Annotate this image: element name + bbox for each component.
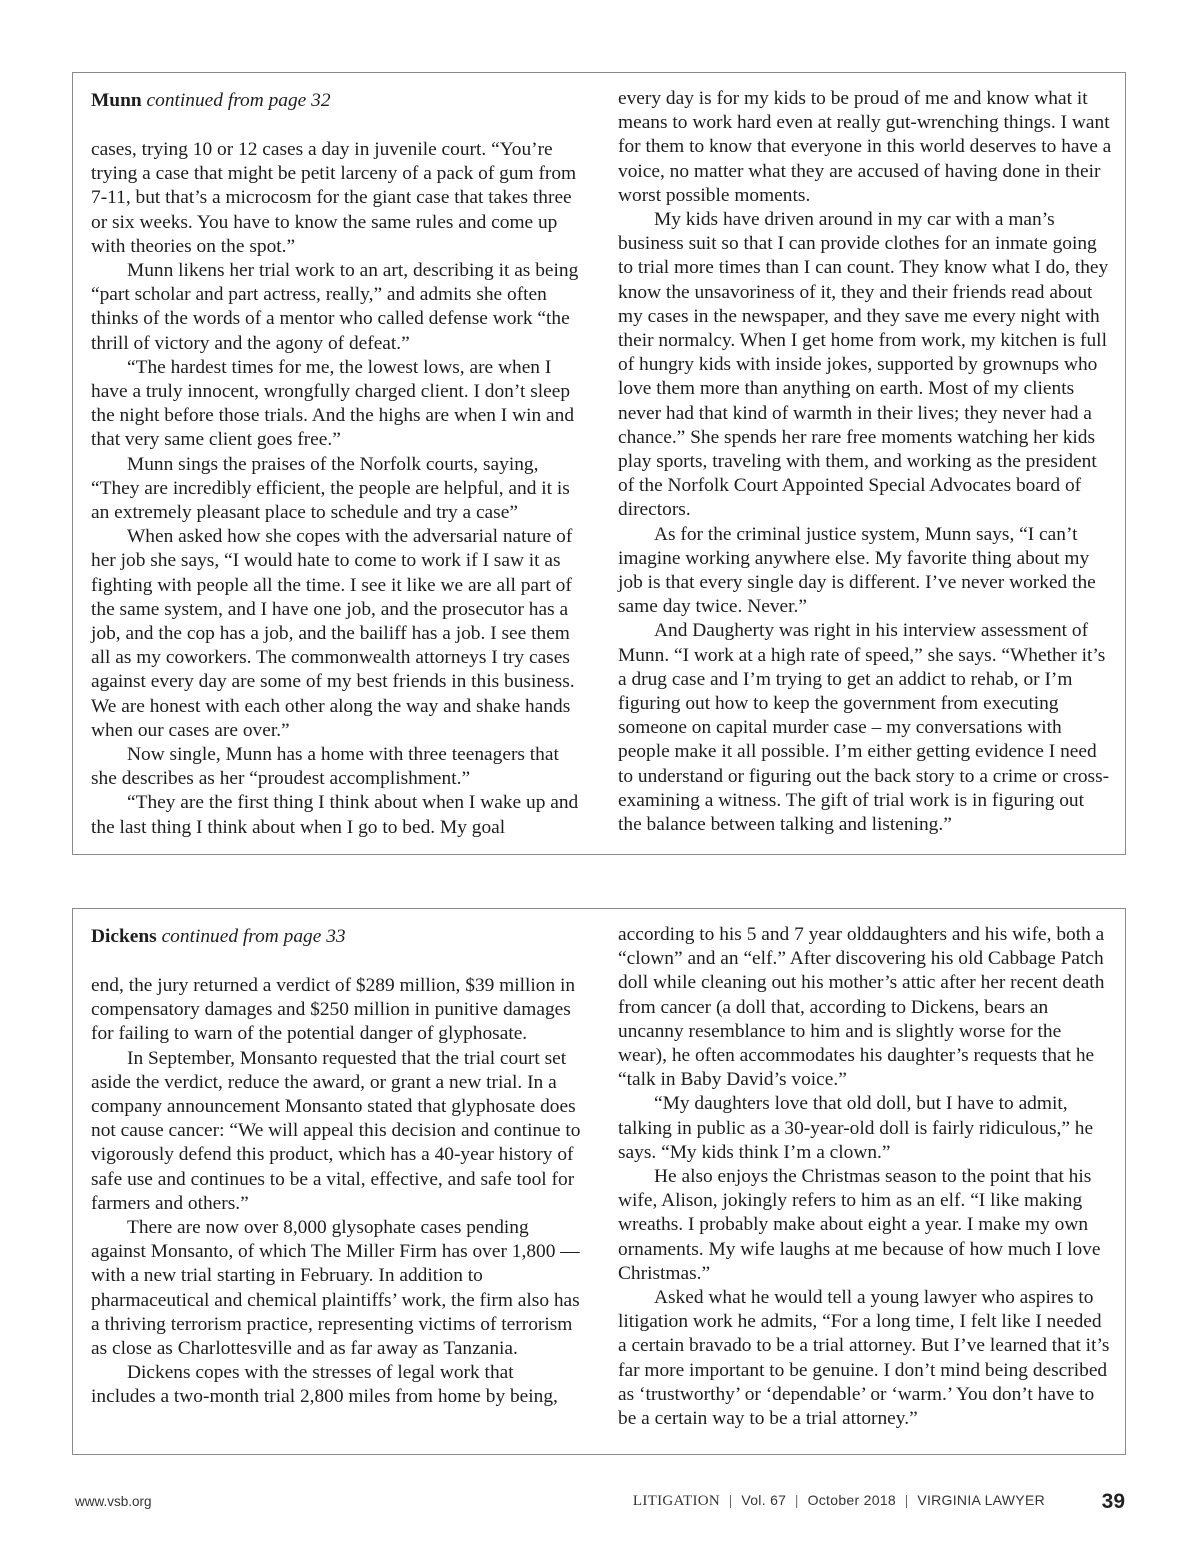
page-number: 39 <box>1101 1490 1125 1513</box>
paragraph: Munn sings the praises of the Norfolk courts, saying, “They are incredibly efficient, the people are helpful, and it is an extremely pleasant place to schedule and try a case” <box>91 453 570 524</box>
publication-name: VIRGINIA LAWYER <box>917 1492 1045 1508</box>
paragraph: Asked what he would tell a young lawyer who aspires to litigation work he admits, “For a long time, I felt like I needed a certain bravado to be a trial attorney. But I’ve learned that it’s far more important to be genuine. I don’t mind being described as ‘trustworthy’ or ‘dependable’ or ‘warm.’ You don’t have to be a certain way to be a trial attorney.” <box>618 1287 1110 1430</box>
dickens-name: Dickens <box>91 926 157 947</box>
munn-left-column <box>91 87 583 840</box>
munn-continuation-box <box>72 72 1126 855</box>
paragraph: Munn likens her trial work to an art, describing it as being “part scholar and part actress, really,” and admits she often thinks of the words of a mentor who called defense work “the thrill of victory and the agony of defeat.” <box>91 260 579 354</box>
munn-heading <box>91 87 583 114</box>
issue-date: October 2018 <box>807 1492 896 1508</box>
dickens-continued-note: continued from page 33 <box>161 926 346 947</box>
dickens-continuation-box <box>72 908 1126 1455</box>
paragraph: “My daughters love that old doll, but I have to admit, talking in public as a 30-year-old doll is fairly ridiculous,” he says. “My kids think I’m a clown.” <box>618 1093 1094 1163</box>
paragraph: And Daugherty was right in his interview assessment of Munn. “I work at a high rate of speed,” she says. “Whether it’s a drug case and I’m trying to get an addict to rehab, or I’m figuring out how to keep the government from executing someone on capital murder case – my conversations with people make it all possible. I’m either getting evidence I need to understand or figuring out the back story to a crime or cross-examining a witness. The gift of trial work is in figuring out the balance between talking and listening.” <box>618 620 1110 836</box>
paragraph: according to his 5 and 7 year olddaughters and his wife, both a “clown” and an “elf.” After discovering his old Cabbage Patch doll while cleaning out his mother’s attic after her recent death from cancer (a doll that, according to Dickens, bears an uncanny resemblance to him and is slightly worse for the wear), he often accommodates his daughter’s requests that he “talk in Baby David’s voice.” <box>618 924 1105 1091</box>
paragraph: end, the jury returned a verdict of $289 million, $39 million in compensatory damages and $250 million in punitive damages for failing to warn of the potential danger of glyphosate. <box>91 975 576 1045</box>
paragraph: every day is for my kids to be proud of me and know what it means to work hard even at really gut-wrenching things. I want for them to know that everyone in this world deserves to have a voice, no matter what they are accused of having done in their worst possible moments. <box>618 88 1112 206</box>
munn-right-column <box>618 87 1112 837</box>
paragraph: cases, trying 10 or 12 cases a day in juvenile court. “You’re trying a case that might be petit larceny of a pack of gum from 7-11, but that’s a microcosm for the giant case that takes three or six weeks. You have to know the same rules and come up with theories on the spot.” <box>91 139 577 257</box>
paragraph: “The hardest times for me, the lowest lows, are when I have a truly innocent, wrongfully charged client. I don’t sleep the night before those trials. And the highs are when I win and that very same client goes free.” <box>91 356 575 451</box>
publication-info: LITIGATION | Vol. 67 | October 2018 | VIRGINIA LAWYER <box>632 1492 1045 1509</box>
dickens-left-column <box>91 923 583 1410</box>
volume: Vol. 67 <box>741 1492 787 1508</box>
paragraph: My kids have driven around in my car with a man’s business suit so that I can provide clothes for an inmate going to trial more times than I can count. They know what I do, they know the unsavoriness of it, they and their friends read about my cases in the newspaper, and they save me every night with their normalcy. When I get home from work, my kitchen is full of hungry kids with inside jokes, supported by grownups who love them more than anything on earth. Most of my clients never had that kind of warmth in their lives; they never had a chance.” She spends her rare free moments watching her kids play sports, traveling with them, and working as the president of the Norfolk Court Appointed Special Advocates board of directors. <box>618 209 1109 521</box>
paragraph: In September, Monsanto requested that the trial court set aside the verdict, reduce the award, or grant a new trial. In a company announcement Monsanto stated that glyphosate does not cause cancer: “We will appeal this decision and continue to vigorously defend this product, which has a 40-year history of safe use and continues to be a vital, effective, and safe tool for farmers and others.” <box>91 1047 581 1214</box>
paragraph: Dickens copes with the stresses of legal work that includes a two-month trial 2,800 miles from home by being, <box>91 1362 558 1408</box>
munn-name: Munn <box>91 90 142 111</box>
paragraph: He also enjoys the Christmas season to the point that his wife, Alison, jokingly refers to him as an elf. “I like making wreaths. I probably make about eight a year. I make my own ornaments. My wife laughs at me because of how much I love Christmas.” <box>618 1166 1101 1284</box>
page-footer <box>75 1490 1125 1526</box>
section-name: LITIGATION <box>632 1493 721 1509</box>
paragraph: “They are the first thing I think about when I wake up and the last thing I think about when I go to bed. My goal <box>91 792 579 838</box>
paragraph: Now single, Munn has a home with three teenagers that she describes as her “proudest accomplishment.” <box>91 744 559 790</box>
website-link[interactable]: www.vsb.org <box>75 1494 152 1509</box>
munn-continued-note: continued from page 32 <box>146 90 331 111</box>
paragraph: When asked how she copes with the adversarial nature of her job she says, “I would hate to come to work if I saw it as fighting with people all the time. I see it like we are all part of the same system, and I have one job, and the prosecutor has a job, and the cop has a job, and the bailiff has a job. I see them all as my coworkers. The commonwealth attorneys I try cases against every day are some of my best friends in this business. We are honest with each other along the way and shake hands when our cases are over.” <box>91 526 575 741</box>
paragraph: There are now over 8,000 glysophate cases pending against Monsanto, of which The Miller Firm has over 1,800 — with a new trial starting in February. In addition to pharmaceutical and chemical plaintiffs’ work, the firm also has a thriving terrorism practice, representing victims of terrorism as close as Charlottesville and as far away as Tanzania. <box>91 1217 580 1360</box>
paragraph: As for the criminal justice system, Munn says, “I can’t imagine working anywhere else. My favorite thing about my job is that every single day is different. I’ve never worked the same day twice. Never.” <box>618 523 1096 618</box>
dickens-heading <box>91 923 583 950</box>
dickens-right-column <box>618 923 1112 1431</box>
